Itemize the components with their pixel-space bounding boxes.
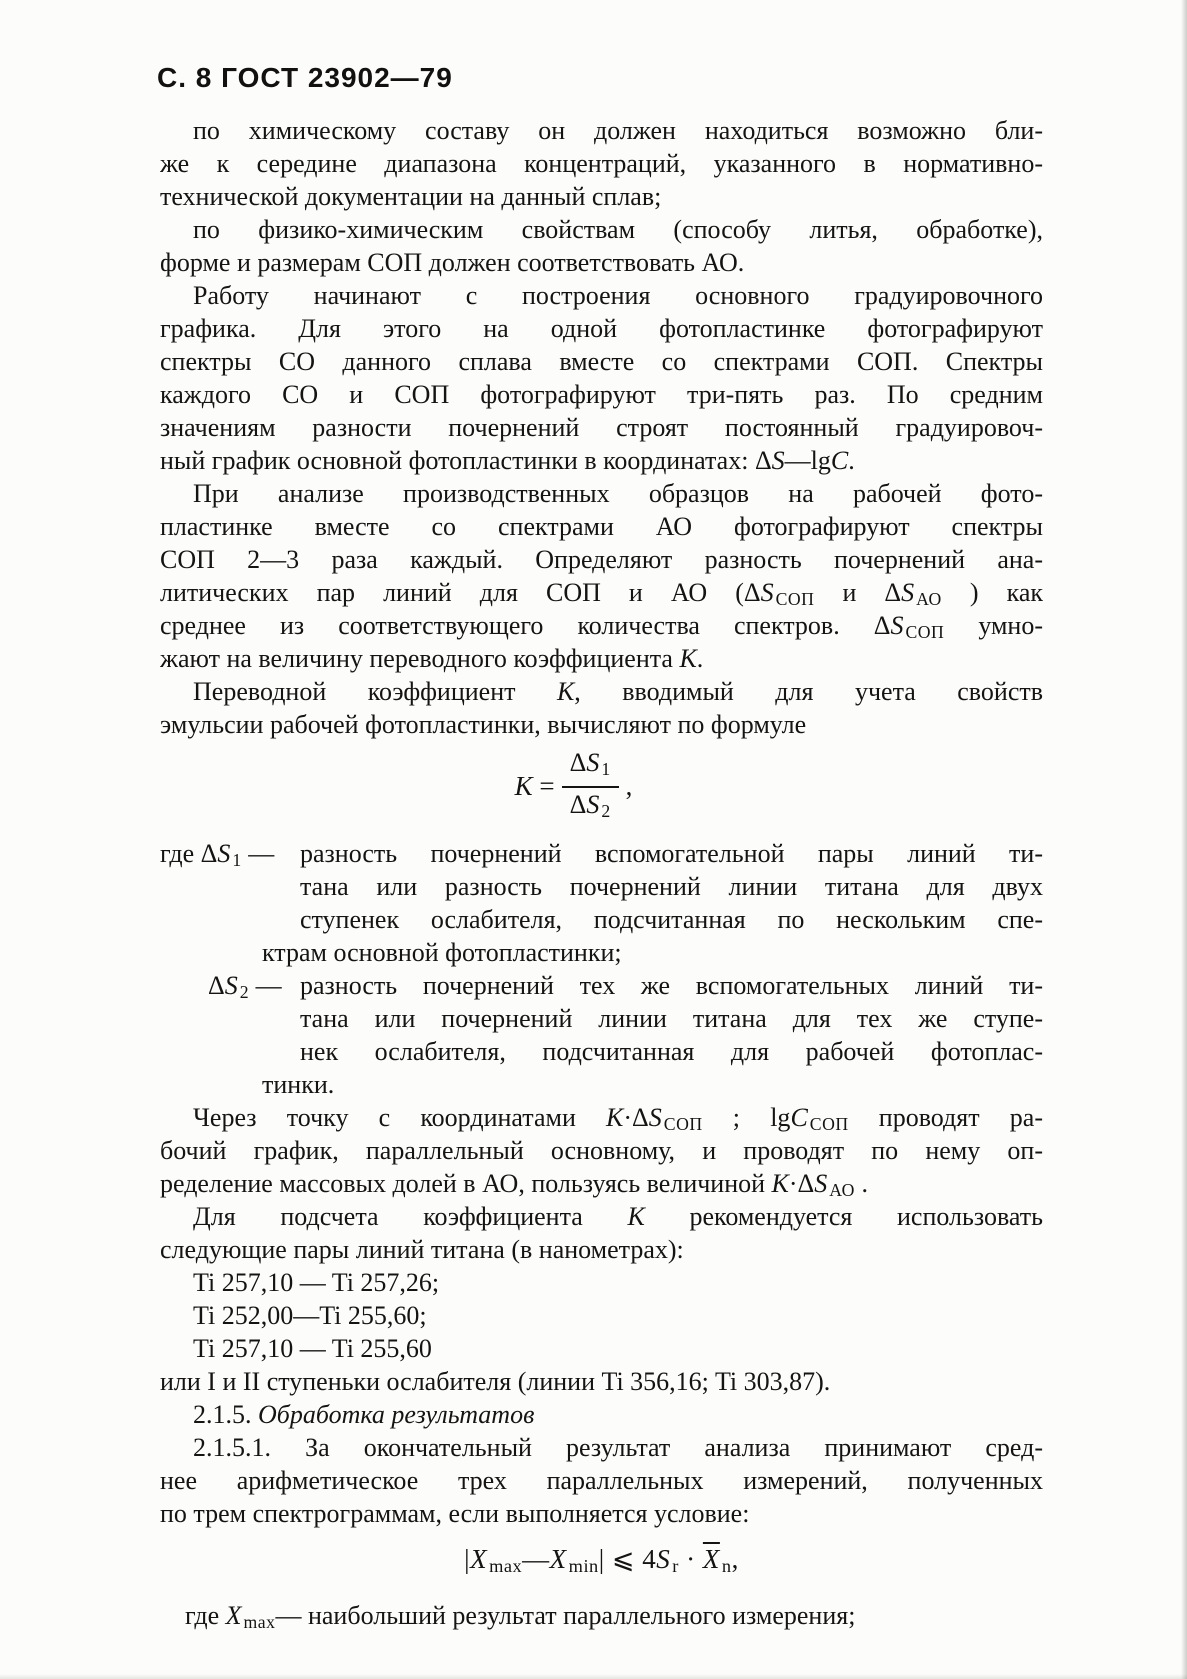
paragraph-ti-pairs-intro <box>160 1200 1043 1266</box>
paragraph-physico-chemical <box>160 213 1043 279</box>
text-line: нее арифметическое трех параллельных измерений, полученных <box>160 1465 1043 1495</box>
definition-item <box>160 969 1043 1101</box>
text-line: тинки. <box>262 1069 335 1099</box>
subscript: max <box>243 1611 276 1632</box>
text-line: СОП 2—3 раза каждый. Определяют разность почернений ана- <box>160 545 1043 574</box>
text-line: тана или разность почернений линии титана для двух <box>300 871 1043 901</box>
text-line: форме и размерам СОП должен соответствовать АО. <box>160 248 745 277</box>
text-line: 2.1.5. Обработка результатов <box>193 1399 535 1429</box>
definition-list <box>160 837 1043 1101</box>
formula-trailing: , <box>625 771 633 802</box>
paragraph-analysis <box>160 477 1043 675</box>
text-line: по физико-химическим свойствам (способу литья, обработке), <box>193 215 1043 244</box>
text-line: 2.1.5.1. За окончательный результат анализа принимают сред- <box>193 1432 1043 1462</box>
paragraph-chemical-composition <box>160 114 1043 213</box>
text-line: жают на величину переводного коэффициента К. <box>160 644 704 673</box>
text-line: ступенек ослабителя, подсчитанная по нескольким спе- <box>300 904 1043 934</box>
mean-x-overline: $\overline{X}$ <box>702 1543 720 1574</box>
text-line: графика. Для этого на одной фотопластинке фотографируют <box>160 314 1043 343</box>
text-line: спектры СО данного сплава вместе со спектрами СОП. Спектры <box>160 347 1043 376</box>
text-line: Через точку с координатами K·ΔS $_{СОП}$ ; lgC $_{СОП}$ проводят ра- <box>193 1102 1043 1134</box>
subscript: СОП <box>775 588 815 609</box>
fraction-numerator: ΔS $_1$ <box>562 747 619 788</box>
text-line: Ti 252,00—Ti 255,60; <box>193 1300 427 1330</box>
text-line: разность почернений тех же вспомогательных линий ти- <box>300 970 1043 1000</box>
fraction-denominator: ΔS $_2$ <box>569 789 611 821</box>
subscript: АО <box>829 1179 855 1200</box>
document-body <box>160 114 1043 1632</box>
text-line: При анализе производственных образцов на рабочей фото- <box>193 479 1043 508</box>
text-line: Для подсчета коэффициента K рекомендуется использовать <box>193 1201 1043 1231</box>
text-line: пластинке вместе со спектрами АО фотографируют спектры <box>160 512 1043 541</box>
ti-line-pairs <box>160 1266 1043 1365</box>
paragraph-attenuator-steps <box>160 1365 1043 1398</box>
text-line: Переводной коэффициент К, вводимый для учета свойств <box>193 677 1043 706</box>
text-line: следующие пары линий титана (в нанометрах): <box>160 1234 684 1264</box>
text-line: бочий график, параллельный основному, и проводят по нему оп- <box>160 1135 1043 1165</box>
subscript: СОП <box>663 1113 703 1134</box>
text-line: нек ослабителя, подсчитанная для рабочей фотоплас- <box>300 1036 1043 1066</box>
paragraph-main-graph <box>160 279 1043 477</box>
subscript: СОП <box>809 1113 849 1134</box>
text-line: ный график основной фотопластинки в координатах: ΔS—lgC. <box>160 446 855 475</box>
subscript: 2 <box>239 981 250 1002</box>
section-2-1-5-heading <box>160 1398 1043 1431</box>
paragraph-2-1-5-1 <box>160 1431 1043 1530</box>
text-line: разность почернений вспомогательной пары линий ти- <box>300 838 1043 868</box>
subscript: 2 <box>601 800 611 821</box>
definition-item <box>160 837 1043 969</box>
paragraph-working-graph <box>160 1101 1043 1200</box>
text-line: Работу начинают с построения основного градуировочного <box>193 281 1043 310</box>
text-line: по трем спектрограммам, если выполняется условие: <box>160 1498 750 1528</box>
text-line: по химическому составу он должен находиться возможно бли- <box>193 116 1043 145</box>
subscript: min <box>568 1555 599 1576</box>
text-line: литических пар линий для СОП и АО (ΔS $_{СОП}$ и ΔS $_{АО}$ ) как <box>160 578 1043 609</box>
subscript: max <box>489 1555 523 1576</box>
text-line: же к середине диапазона концентраций, указанного в нормативно- <box>160 149 1043 178</box>
page-header: С. 8 ГОСТ 23902—79 <box>157 62 453 93</box>
formula-lhs: K = <box>514 771 555 802</box>
text-line: технической документации на данный сплав; <box>160 182 662 211</box>
text-line: ределение массовых долей в АО, пользуясь величиной K·ΔS $_{АО}$ . <box>160 1168 868 1200</box>
text-line: значениям разности почернений строят постоянный градуировоч- <box>160 413 1043 442</box>
subscript: СОП <box>905 621 945 642</box>
fraction <box>562 747 619 827</box>
text-line: тана или почернений линии титана для тех же ступе- <box>300 1003 1043 1033</box>
text-line: среднее из соответствующего количества спектров. ΔS $_{СОП}$ умно- <box>160 611 1043 642</box>
paragraph-coefficient <box>160 675 1043 741</box>
subscript: r <box>672 1555 679 1576</box>
subscript: АО <box>916 588 942 609</box>
text-line: эмульсии рабочей фотопластинки, вычисляют по формуле <box>160 710 807 739</box>
subscript: 1 <box>232 849 242 870</box>
subscript: 1 <box>601 758 611 779</box>
definition-term: ΔS $_2$ — <box>208 970 282 1002</box>
definition-term: где ΔS $_1$ — <box>160 838 275 870</box>
text-line: Ti 257,10 — Ti 257,26; <box>193 1267 440 1297</box>
text-line: или I и II ступеньки ослабителя (линии Ti 356,16; Ti 303,87). <box>160 1366 831 1396</box>
text-line: каждого СО и СОП фотографируют три-пять раз. По средним <box>160 380 1043 409</box>
formula-k <box>132 747 1015 827</box>
text-line: Ti 257,10 — Ti 255,60 <box>193 1333 432 1363</box>
formula-condition: |X $_{max}$—X $_{min}$| ⩽ 4S $_r \cdot \overline{X}$ $_n$, <box>464 1543 739 1576</box>
paragraph-xmax-definition <box>160 1599 1043 1632</box>
text-line: ктрам основной фотопластинки; <box>262 937 622 967</box>
text-line: где X $_{max}$— наибольший результат параллельного измерения; <box>185 1600 856 1632</box>
subscript: n <box>721 1555 732 1576</box>
